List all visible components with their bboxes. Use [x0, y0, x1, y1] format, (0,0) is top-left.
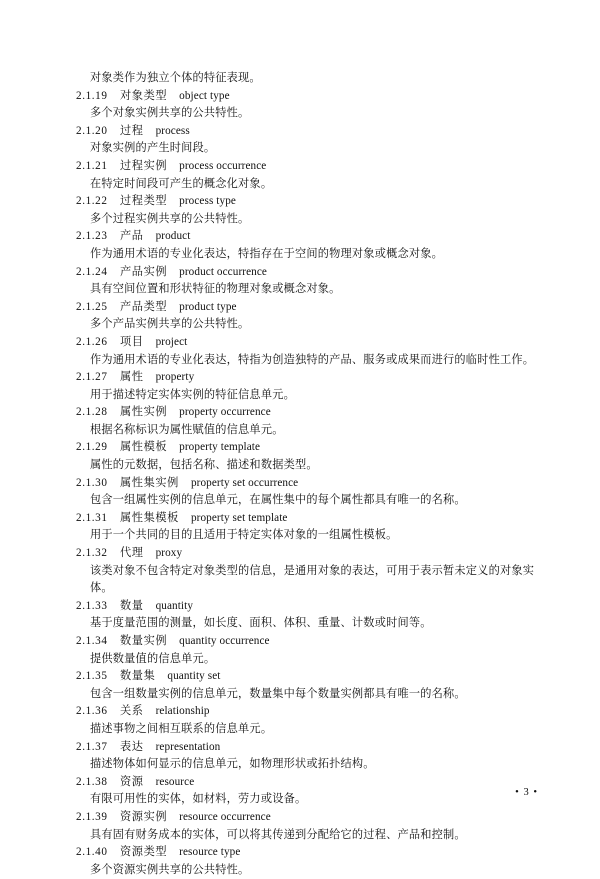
term-definition: 包含一组属性实例的信息单元，在属性集中的每个属性都具有唯一的名称。 — [90, 494, 466, 507]
term-chinese: 项目 — [120, 335, 144, 348]
term-english: relationship — [155, 705, 210, 718]
term-number: 2.1.21 — [76, 159, 108, 172]
term-entry — [76, 228, 538, 263]
term-entry-list — [76, 88, 538, 879]
term-number: 2.1.34 — [76, 635, 108, 647]
term-heading — [76, 158, 538, 176]
term-definition: 有限可用性的实体，如材料，劳力或设备。 — [90, 793, 307, 806]
term-english: property set template — [190, 511, 288, 524]
term-definition: 属性的元数据，包括名称、描述和数据类型。 — [90, 459, 318, 472]
term-entry — [76, 264, 538, 299]
term-entry — [76, 299, 538, 334]
term-english: quantity — [155, 599, 194, 612]
term-english: quantity occurrence — [179, 635, 270, 647]
term-entry — [76, 510, 538, 545]
term-chinese: 资源实例 — [120, 810, 168, 823]
term-definition: 该类对象不包含特定对象类型的信息，是通用对象的表达，可用于表示暂未定义的对象实体。 — [90, 564, 535, 595]
term-definition: 作为通用术语的专业化表达，特指为创造独特的产品、服务或成果而进行的临时性工作。 — [90, 353, 535, 366]
term-heading — [76, 299, 538, 317]
term-definition: 根据名称标识为属性赋值的信息单元。 — [90, 423, 284, 436]
term-entry — [76, 809, 538, 844]
term-chinese: 代理 — [120, 547, 144, 560]
term-definition: 多个过程实例共享的公共特性。 — [90, 212, 250, 225]
term-number: 2.1.31 — [76, 511, 108, 524]
term-entry — [76, 668, 538, 703]
term-entry — [76, 158, 538, 193]
term-english: product — [155, 230, 191, 243]
term-english: quantity set — [167, 670, 221, 683]
term-entry — [76, 439, 538, 474]
term-chinese: 对象类型 — [120, 89, 168, 102]
term-heading — [76, 404, 538, 422]
term-chinese: 数量实例 — [120, 635, 168, 647]
term-heading — [76, 739, 538, 757]
term-english: object type — [179, 89, 230, 102]
term-definition: 用于描述特定实体实例的特征信息单元。 — [90, 388, 295, 401]
term-english: representation — [155, 740, 221, 753]
term-chinese: 产品实例 — [120, 265, 168, 278]
term-number: 2.1.39 — [76, 810, 108, 823]
term-number: 2.1.35 — [76, 670, 108, 683]
term-english: property — [155, 371, 195, 384]
term-number: 2.1.33 — [76, 599, 108, 612]
term-chinese: 资源 — [120, 775, 144, 788]
term-definition: 多个产品实例共享的公共特性。 — [90, 318, 250, 331]
term-number: 2.1.25 — [76, 300, 108, 313]
lead-paragraph: 对象类作为独立个体的特征表现。 — [90, 72, 261, 84]
term-heading — [76, 809, 538, 827]
term-chinese: 属性集实例 — [120, 476, 179, 489]
term-english: resource — [155, 775, 195, 788]
term-english: property template — [179, 441, 261, 454]
term-entry — [76, 633, 538, 668]
term-chinese: 属性集模板 — [120, 511, 179, 524]
term-chinese: 过程 — [120, 124, 144, 137]
term-heading — [76, 264, 538, 282]
term-entry — [76, 193, 538, 228]
term-number: 2.1.29 — [76, 441, 108, 454]
term-definition: 描述物体如何显示的信息单元，如物理形状或拓扑结构。 — [90, 758, 375, 771]
term-heading — [76, 844, 538, 862]
term-number: 2.1.28 — [76, 406, 108, 419]
term-english: product occurrence — [179, 265, 267, 278]
term-heading — [76, 598, 538, 616]
term-chinese: 属性 — [120, 371, 144, 384]
term-definition: 对象实例的产生时间段。 — [90, 142, 216, 155]
term-definition: 作为通用术语的专业化表达，特指存在于空间的物理对象或概念对象。 — [90, 247, 444, 260]
term-definition: 包含一组数量实例的信息单元，数量集中每个数量实例都具有唯一的名称。 — [90, 687, 466, 700]
term-number: 2.1.38 — [76, 775, 108, 788]
term-definition: 具有空间位置和形状特征的物理对象或概念对象。 — [90, 283, 341, 296]
term-heading — [76, 228, 538, 246]
term-number: 2.1.26 — [76, 335, 108, 348]
term-english: process occurrence — [179, 159, 267, 172]
term-chinese: 资源类型 — [120, 846, 168, 859]
term-entry — [76, 739, 538, 774]
term-heading — [76, 123, 538, 141]
term-heading — [76, 193, 538, 211]
term-entry — [76, 404, 538, 439]
term-heading — [76, 703, 538, 721]
term-heading — [76, 334, 538, 352]
term-definition: 描述事物之间相互联系的信息单元。 — [90, 722, 273, 735]
term-number: 2.1.19 — [76, 89, 108, 102]
term-chinese: 产品 — [120, 230, 144, 243]
term-english: product type — [179, 300, 237, 313]
term-entry — [76, 703, 538, 738]
term-english: property set occurrence — [190, 476, 299, 489]
term-chinese: 数量集 — [120, 670, 156, 683]
term-heading — [76, 510, 538, 528]
term-chinese: 过程实例 — [120, 159, 168, 172]
term-entry — [76, 545, 538, 598]
term-definition: 多个对象实例共享的公共特性。 — [90, 107, 250, 120]
term-entry — [76, 369, 538, 404]
term-heading — [76, 668, 538, 686]
term-heading — [76, 88, 538, 106]
term-english: proxy — [155, 547, 183, 560]
term-number: 2.1.32 — [76, 547, 108, 560]
term-entry — [76, 475, 538, 510]
term-chinese: 过程类型 — [120, 195, 168, 208]
term-definition: 提供数量值的信息单元。 — [90, 652, 216, 665]
term-definition: 用于一个共同的目的且适用于特定实体对象的一组属性模板。 — [90, 529, 398, 542]
term-english: property occurrence — [179, 406, 271, 419]
term-number: 2.1.20 — [76, 124, 108, 137]
term-heading — [76, 545, 538, 563]
term-number: 2.1.40 — [76, 846, 108, 859]
term-heading — [76, 439, 538, 457]
term-chinese: 表达 — [120, 740, 144, 753]
term-number: 2.1.37 — [76, 740, 108, 753]
term-chinese: 数量 — [120, 599, 144, 612]
term-entry — [76, 123, 538, 158]
term-english: process — [155, 124, 190, 137]
term-number: 2.1.22 — [76, 195, 108, 208]
term-definition: 多个资源实例共享的公共特性。 — [90, 863, 250, 876]
term-definition: 具有固有财务成本的实体，可以将其传递到分配给它的过程、产品和控制。 — [90, 828, 466, 841]
term-chinese: 属性实例 — [120, 406, 168, 419]
term-english: process type — [179, 195, 236, 208]
term-definition: 在特定时间段可产生的概念化对象。 — [90, 177, 273, 190]
term-entry — [76, 88, 538, 123]
term-entry — [76, 598, 538, 633]
term-english: resource occurrence — [179, 810, 271, 823]
term-chinese: 产品类型 — [120, 300, 168, 313]
term-english: project — [155, 335, 188, 348]
term-heading — [76, 369, 538, 387]
term-english: resource type — [179, 846, 241, 859]
term-heading — [76, 475, 538, 493]
term-entry — [76, 334, 538, 369]
term-number: 2.1.23 — [76, 230, 108, 243]
term-entry — [76, 844, 538, 879]
term-number: 2.1.27 — [76, 371, 108, 384]
page-number: • 3 • — [515, 787, 538, 798]
term-number: 2.1.30 — [76, 476, 108, 489]
term-chinese: 属性模板 — [120, 441, 168, 454]
term-number: 2.1.36 — [76, 705, 108, 718]
term-heading — [76, 633, 538, 651]
term-definition: 基于度量范围的测量，如长度、面积、体积、重量、计数或时间等。 — [90, 617, 432, 630]
term-number: 2.1.24 — [76, 265, 108, 278]
term-chinese: 关系 — [120, 705, 144, 718]
